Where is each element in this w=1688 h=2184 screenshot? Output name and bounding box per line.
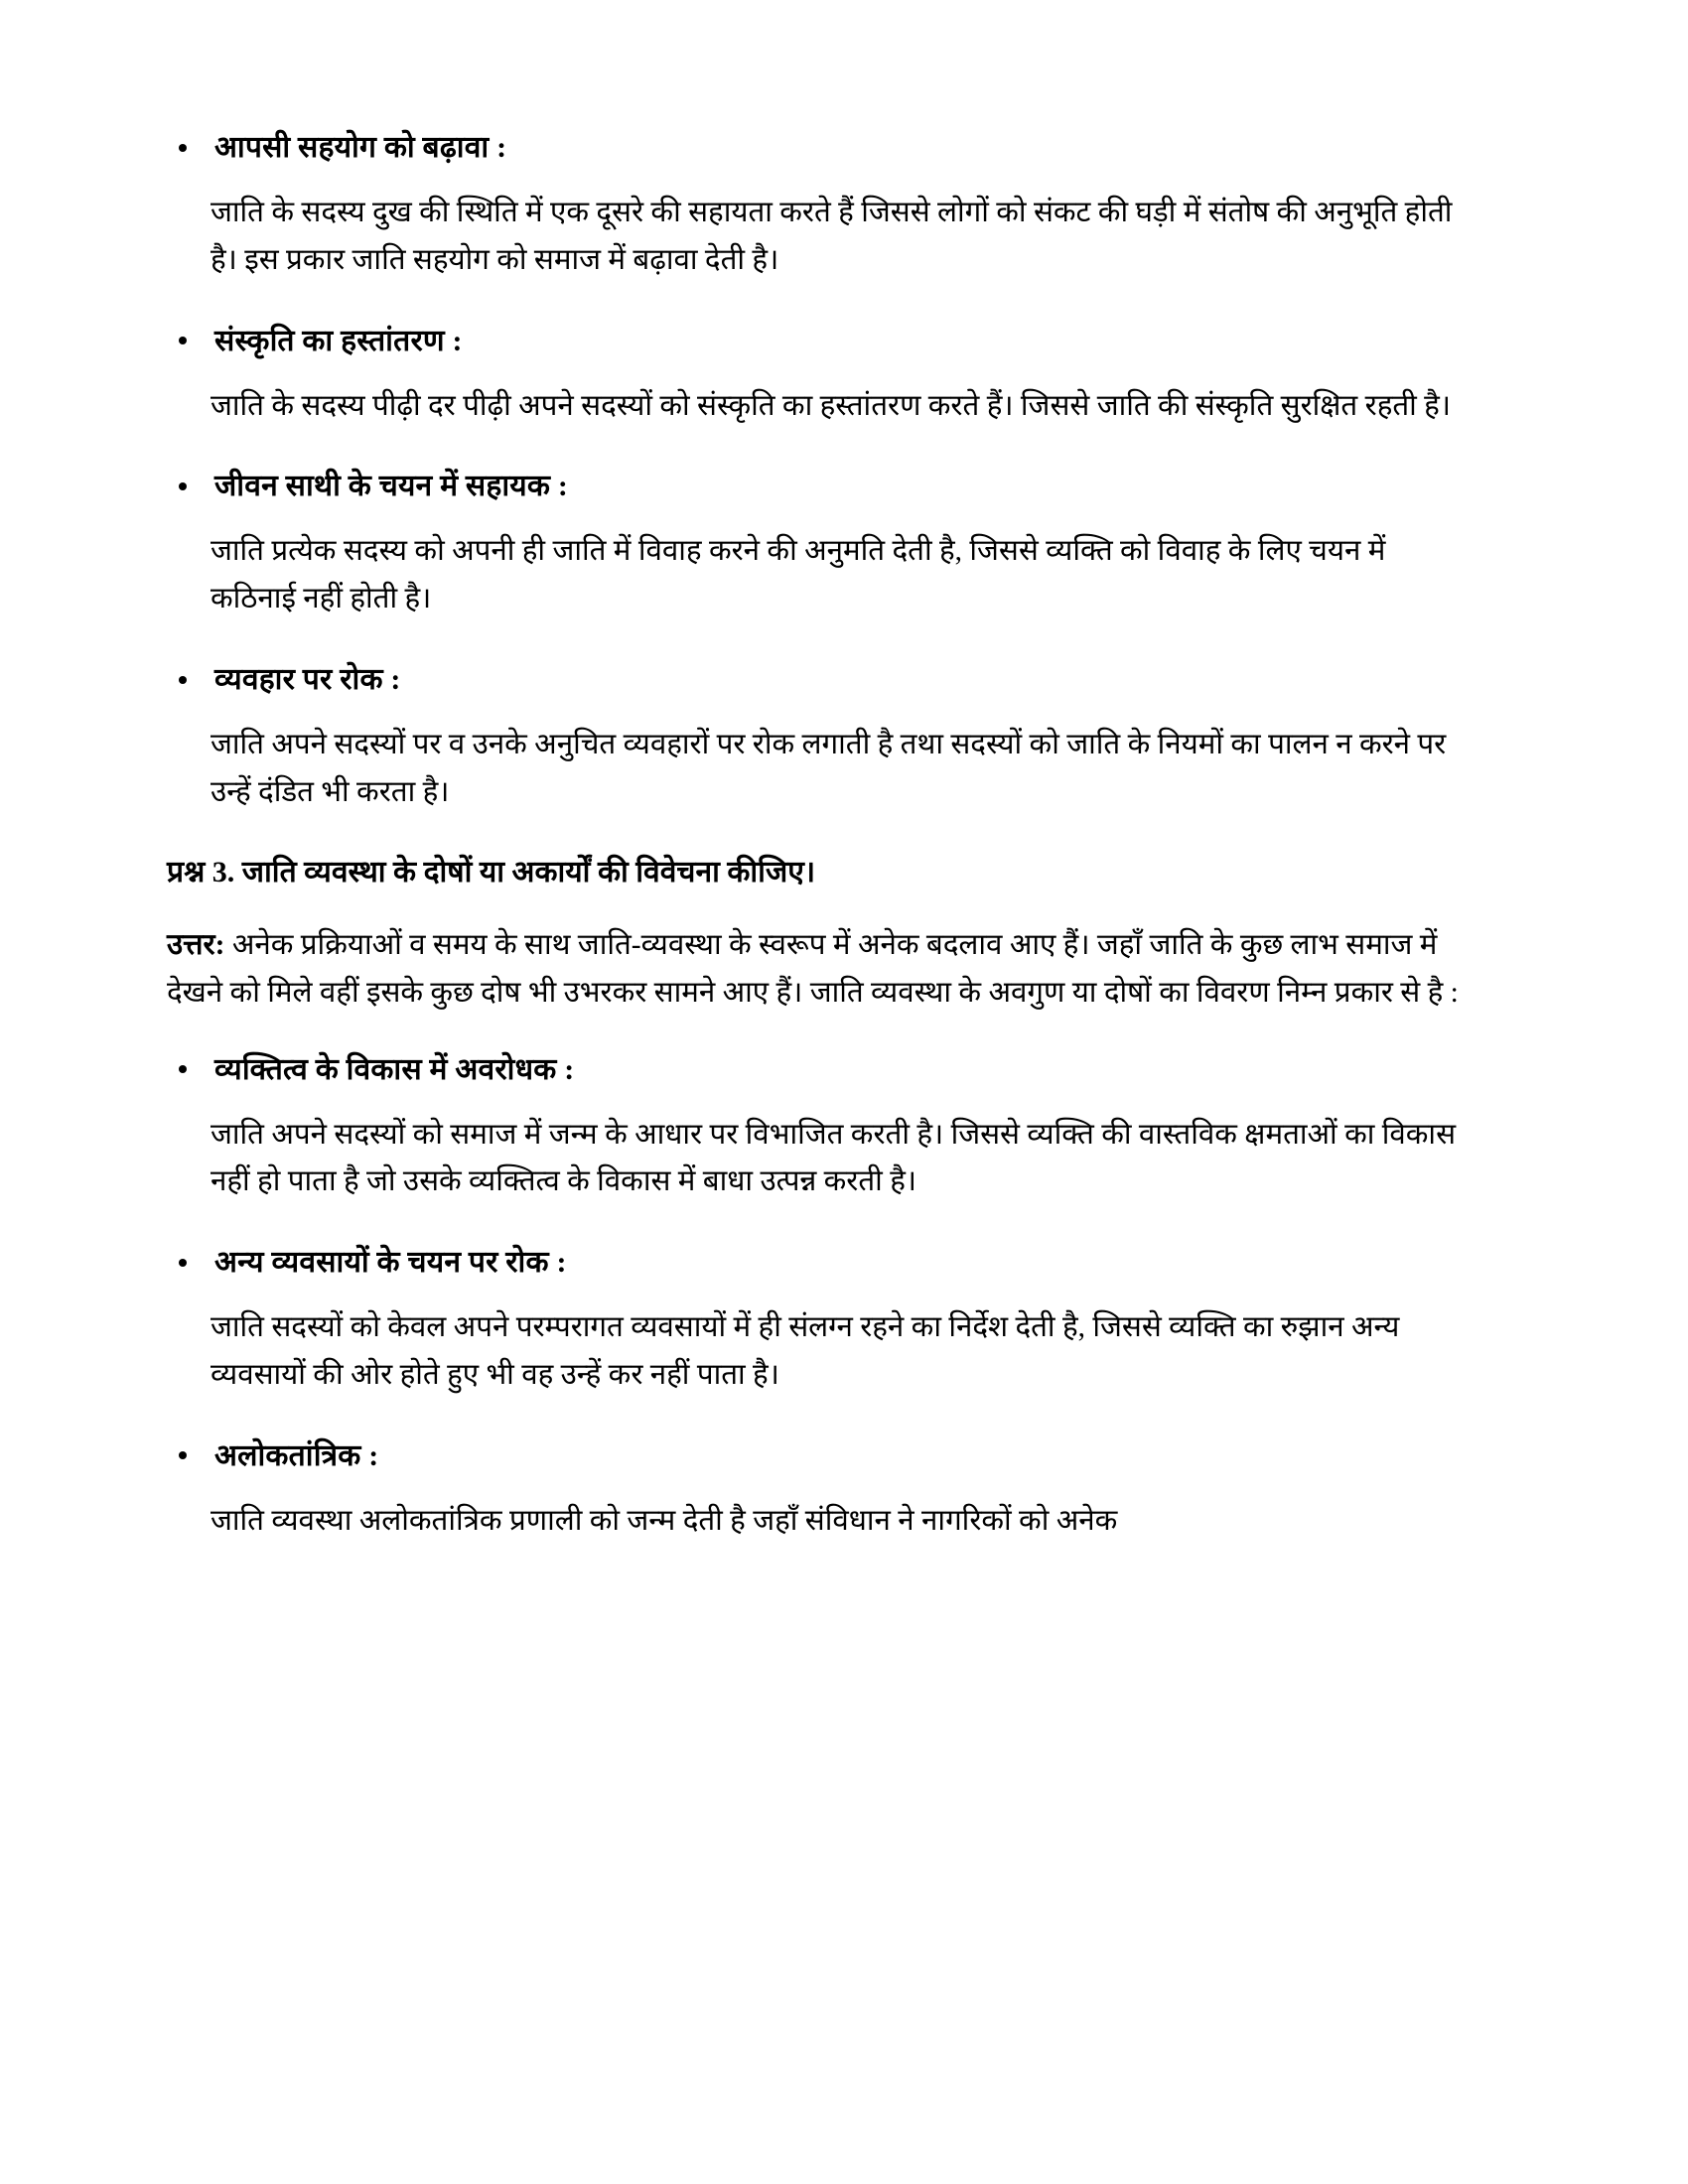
bullet-dot-icon [179, 1065, 187, 1073]
bullet-dot-icon [179, 482, 187, 490]
bullet-heading-text: संस्कृति का हस्तांतरण : [214, 324, 463, 357]
answer-paragraph [167, 922, 1477, 1018]
bullet-body-obstacle-to-personality-development: जाति अपने सदस्यों को समाज में जन्म के आधार पर विभाजित करती है। जिससे व्यक्ति की वास्तविक क्षमताओं का विकास नहीं हो पाता है जो उसके व्यक्तित्व के विकास में बाधा उत्पन्न करती है। [211, 1118, 1457, 1198]
bullet-dot-icon [179, 1259, 187, 1267]
list-item [167, 319, 1477, 431]
document-content [167, 125, 1477, 1578]
bullet-heading-culture-transfer [167, 319, 1477, 363]
list-item [167, 464, 1477, 623]
bullet-dot-icon [179, 1451, 187, 1459]
bullet-dot-icon [179, 676, 187, 684]
bullet-body-life-partner-selection: जाति प्रत्येक सदस्य को अपनी ही जाति में विवाह करने की अनुमति देती है, जिससे व्यक्ति को विवाह के लिए चयन में कठिनाई नहीं होती है। [211, 535, 1386, 615]
bullet-heading-text: अलोकतांत्रिक : [214, 1438, 379, 1472]
bullet-heading-mutual-cooperation [167, 125, 1477, 170]
answer-label: उत्तर: [167, 928, 225, 961]
bullet-body-mutual-cooperation: जाति के सदस्य दुख की स्थिति में एक दूसरे की सहायता करते हैं जिससे लोगों को संकट की घड़ी में संतोष की अनुभूति होती है। इस प्रकार जाति सहयोग को समाज में बढ़ावा देती है। [211, 197, 1453, 276]
list-item [167, 657, 1477, 817]
answer-text: अनेक प्रक्रियाओं व समय के साथ जाति-व्यवस्था के स्वरूप में अनेक बदलाव आए हैं। जहाँ जाति के कुछ लाभ समाज में देखने को मिले वहीं इसके कुछ दोष भी उभरकर सामने आए हैं। जाति व्यवस्था के अवगुण या दोषों का विवरण निम्न प्रकार से है : [167, 928, 1459, 1009]
list-item [167, 1240, 1477, 1400]
bullet-heading-text: व्यक्तित्व के विकास में अवरोधक : [214, 1052, 575, 1086]
bullet-heading-text: व्यवहार पर रोक : [214, 662, 401, 696]
bullet-heading-text: आपसी सहयोग को बढ़ावा : [214, 131, 507, 164]
bullet-heading-life-partner-selection [167, 464, 1477, 508]
list-item [167, 1433, 1477, 1546]
bullet-heading-text: अन्य व्यवसायों के चयन पर रोक : [214, 1246, 567, 1280]
bullet-heading-text: जीवन साथी के चयन में सहायक : [214, 470, 569, 503]
bullet-body-undemocratic: जाति व्यवस्था अलोकतांत्रिक प्रणाली को जन्म देती है जहाँ संविधान ने नागरिकों को अनेक [211, 1504, 1118, 1537]
bullet-body-restriction-on-other-occupations: जाति सदस्यों को केवल अपने परम्परागत व्यवसायों में ही संलग्न रहने का निर्देश देती है, जिससे व्यक्ति का रुझान अन्य व्यवसायों की ओर होते हुए भी वह उन्हें कर नहीं पाता है। [211, 1311, 1400, 1391]
bullet-heading-restriction-on-other-occupations [167, 1240, 1477, 1285]
bullet-body-culture-transfer: जाति के सदस्य पीढ़ी दर पीढ़ी अपने सदस्यों को संस्कृति का हस्तांतरण करते हैं। जिससे जाति की संस्कृति सुरक्षित रहती है। [211, 389, 1452, 422]
bullet-heading-restriction-on-behaviour [167, 657, 1477, 702]
bullet-dot-icon [179, 337, 187, 344]
question-heading: प्रश्न 3. जाति व्यवस्था के दोषों या अकार्यों की विवेचना कीजिए। [167, 856, 816, 889]
bullet-dot-icon [179, 144, 187, 152]
bullet-heading-undemocratic [167, 1433, 1477, 1478]
bullet-body-restriction-on-behaviour: जाति अपने सदस्यों पर व उनके अनुचित व्यवहारों पर रोक लगाती है तथा सदस्यों को जाति के नियमों का पालन न करने पर उन्हें दंडित भी करता है। [211, 728, 1447, 808]
list-item [167, 1047, 1477, 1207]
list-item [167, 125, 1477, 285]
bullet-heading-obstacle-to-personality-development [167, 1047, 1477, 1092]
